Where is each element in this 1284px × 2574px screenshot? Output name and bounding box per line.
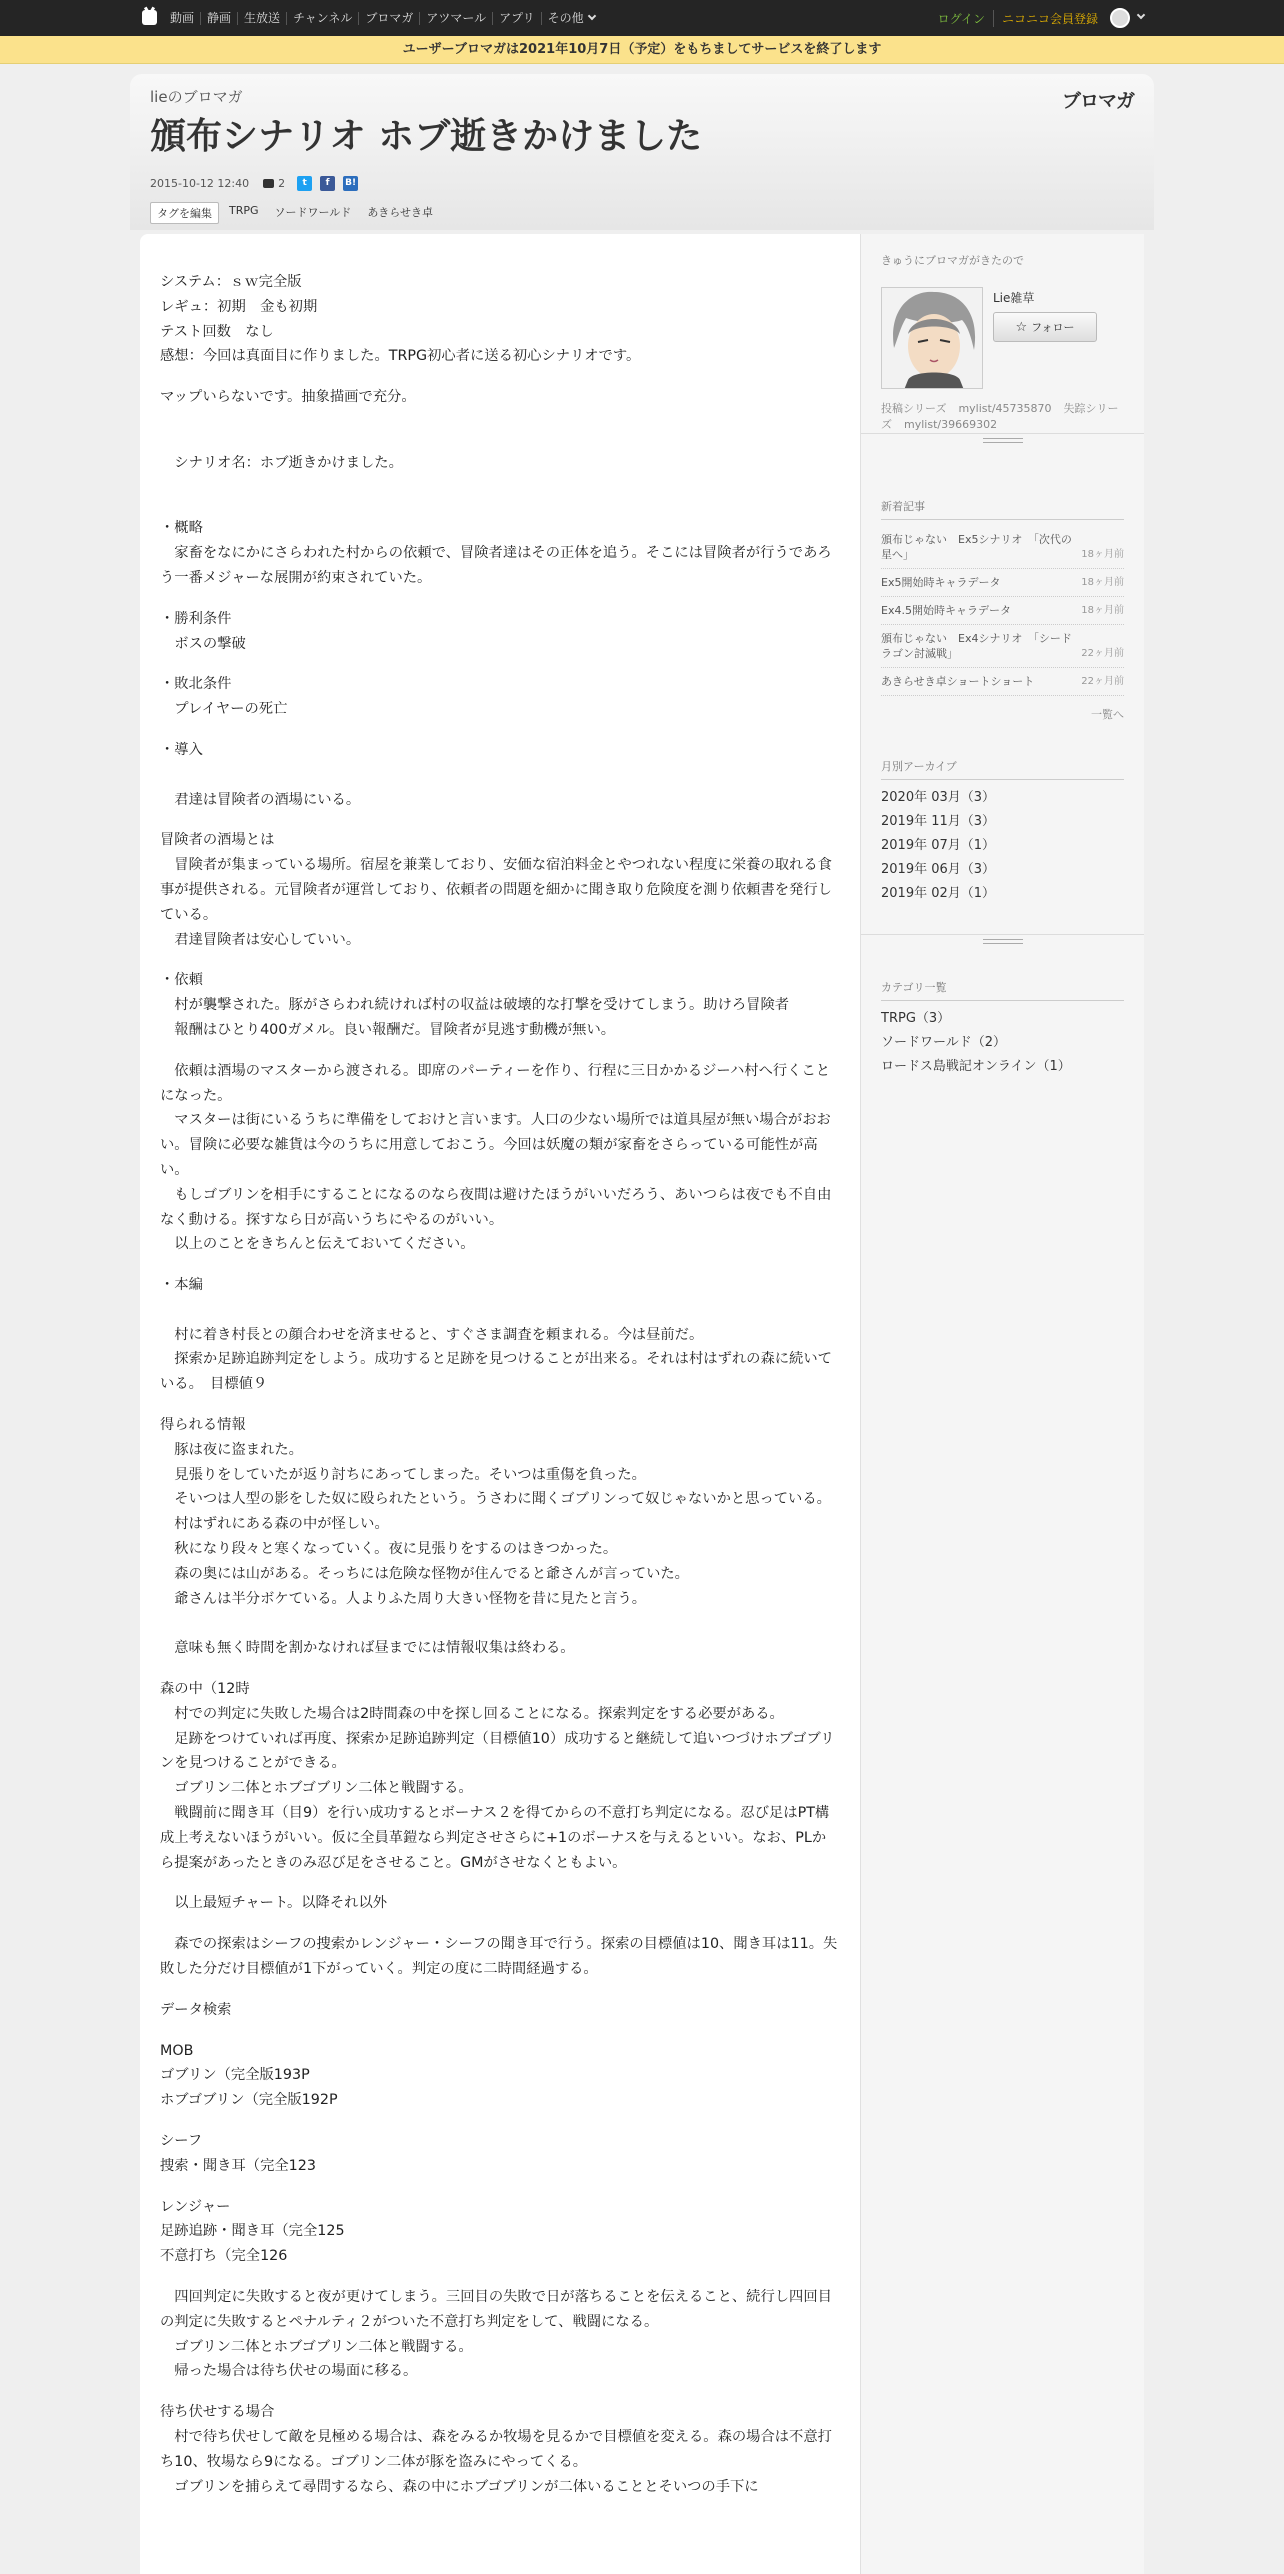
recent-post-item[interactable] xyxy=(881,526,1124,569)
profile-info xyxy=(993,287,1097,389)
recent-post-item[interactable] xyxy=(881,625,1124,668)
article-paragraph: シーフ 捜索・聞き耳（完全123 xyxy=(160,2133,316,2174)
twitter-share-icon[interactable]: t xyxy=(297,176,312,191)
niconico-logo-icon[interactable] xyxy=(142,10,157,25)
archive-item[interactable]: 2019年 06月（3） xyxy=(881,862,996,877)
recent-heading: 新着記事 xyxy=(881,498,1124,520)
comment-icon xyxy=(263,179,274,188)
archive-item[interactable]: 2019年 02月（1） xyxy=(881,886,996,901)
recent-post-time: 22ヶ月前 xyxy=(1081,676,1124,687)
post-date: 2015-10-12 12:40 xyxy=(150,177,250,190)
category-list xyxy=(881,1007,1124,1079)
recent-post-time: 22ヶ月前 xyxy=(1081,648,1124,659)
nav-more-label: その他 xyxy=(547,10,584,25)
category-heading: カテゴリ一覧 xyxy=(881,979,1124,1001)
profile-links xyxy=(881,401,1124,433)
recent-post-title: あきらせき卓ショートショート xyxy=(881,675,1035,688)
profile-card xyxy=(881,287,1124,389)
profile-avatar[interactable] xyxy=(881,287,983,389)
profile-link-label: 失踪シリーズ xyxy=(881,402,1119,431)
category-item[interactable]: ロードス島戦記オンライン（1） xyxy=(881,1059,1071,1074)
recent-post-title: 頒布じゃない Ex5シナリオ 「次代の星へ」 xyxy=(881,533,1072,561)
archive-item[interactable]: 2020年 03月（3） xyxy=(881,790,996,805)
recent-post-title: Ex4.5開始時キャラデータ xyxy=(881,604,1011,617)
category-section xyxy=(861,949,1144,1097)
blog-name[interactable]: lieのブロマガ xyxy=(150,88,243,106)
article-body xyxy=(160,270,840,2515)
nav-more[interactable] xyxy=(541,12,601,25)
edit-tags-button[interactable]: タグを編集 xyxy=(150,202,219,224)
recent-posts-section xyxy=(861,448,1144,935)
article-meta xyxy=(150,176,366,191)
article-paragraph: レンジャー 足跡追跡・聞き耳（完全125 不意打ち（完全126 xyxy=(160,2198,345,2265)
nav-blomaga[interactable]: ブロマガ xyxy=(358,12,419,25)
article-paragraph: 依頼は酒場のマスターから渡される。即席のパーティーを作り、行程に三日かかるジーハ村へ行くことになった。 マスターは街にいるうちに準備をしておけと言います。人口の少ない場所では道具屋が無い場合がおおい。冒険に必要な雑貨は今のうちに用意しておこう。今回は妖魔の類が家畜をさらっている可能性が高い。 もしゴブリンを相手にすることになるのなら夜間は避けたほうがいいだろう、あいつらは夜でも不自由なく動ける。探すなら日が高いうちにやるのがいい。 以上のことをきちんと伝えておいてください。 xyxy=(160,1062,832,1253)
register-link[interactable]: ニコニコ会員登録 xyxy=(1001,11,1098,26)
article-paragraph: 以上最短チャート。以降それ以外 xyxy=(160,1895,388,1912)
article-paragraph: ・依頼 村が襲撃された。豚がさらわれ続ければ村の収益は破壊的な打撃を受けてしまう。助けろ冒険者 報酬はひとり400ガメル。良い報酬だ。冒険者が見逃す動機が無い。 xyxy=(160,972,790,1038)
nav-seiga[interactable]: 静画 xyxy=(200,12,237,25)
nav-atsumaru[interactable]: アツマール xyxy=(419,12,492,25)
recent-post-title: Ex5開始時キャラデータ xyxy=(881,576,1001,589)
tag-list xyxy=(150,202,439,224)
archive-item[interactable]: 2019年 11月（3） xyxy=(881,814,996,829)
sidebar xyxy=(860,234,1144,2574)
article-paragraph: データ検索 xyxy=(160,2001,232,2018)
service-end-notice: ユーザーブロマガは2021年10月7日（予定）をもちましてサービスを終了します xyxy=(0,36,1284,64)
recent-post-time: 18ヶ月前 xyxy=(1081,549,1124,560)
sidebar-grip xyxy=(861,434,1144,448)
archive-list xyxy=(881,786,1124,906)
comment-count[interactable]: 2 xyxy=(278,177,286,190)
star-icon: ☆ xyxy=(1015,319,1028,335)
article-paragraph: シナリオ名：ホブ逝きかけました。 xyxy=(174,454,403,471)
article-paragraph: MOB ゴブリン（完全版193P ホブゴブリン（完全版192P xyxy=(160,2042,338,2109)
recent-post-time: 18ヶ月前 xyxy=(1081,605,1124,616)
page-title: 頒布シナリオ ホブ逝きかけました xyxy=(150,116,703,157)
welcome-text: きゅうにブロマガがきたので xyxy=(881,254,1024,267)
category-item[interactable]: TRPG（3） xyxy=(881,1011,951,1026)
top-nav-bar xyxy=(0,0,1284,36)
recent-post-item[interactable] xyxy=(881,668,1124,696)
recent-post-time: 18ヶ月前 xyxy=(1081,577,1124,588)
follow-button[interactable] xyxy=(993,312,1097,342)
user-avatar-icon[interactable] xyxy=(1110,8,1130,28)
follow-label: フォロー xyxy=(1031,321,1075,334)
login-link[interactable]: ログイン xyxy=(938,10,994,27)
article-paragraph: 冒険者の酒場とは 冒険者が集まっている場所。宿屋を兼業しており、安価な宿泊料金とやつれない程度に栄養の取れる食事が提供される。元冒険者が運営しており、依頼者の問題を細かに聞き取り危険度を測り依頼書を発行している。 君達冒険者は安心していい。 xyxy=(160,832,832,948)
nav-channel[interactable]: チャンネル xyxy=(286,12,358,25)
recent-list xyxy=(881,526,1124,696)
tag-item[interactable]: あきらせき卓 xyxy=(367,206,433,219)
chevron-down-icon xyxy=(587,11,595,19)
profile-link[interactable]: mylist/45735870 xyxy=(958,402,1052,415)
profile-name[interactable]: Lie雑草 xyxy=(993,291,1035,305)
article-paragraph: ・本編 村に着き村長との顔合わせを済ませると、すぐさま調査を頼まれる。今は昼前だ。 探索か足跡追跡判定をしよう。成功すると足跡を見つけることが出来る。それは村はずれの森に続いている。 目標値９ xyxy=(160,1277,832,1393)
archive-item[interactable]: 2019年 07月（1） xyxy=(881,838,996,853)
profile-section xyxy=(861,234,1144,434)
profile-link-label: 投稿シリーズ xyxy=(881,402,947,415)
article-paragraph: ・勝利条件 ボスの撃破 xyxy=(160,610,246,652)
tag-item[interactable]: TRPG xyxy=(229,204,259,217)
article-paragraph: マップいらないです。抽象描画で充分。 xyxy=(160,389,416,406)
recent-post-item[interactable] xyxy=(881,597,1124,625)
article-paragraph: ・概略 家畜をなにかにさらわれた村からの依頼で、冒険者達はその正体を追う。そこには冒険者が行うであろう一番メジャーな展開が約束されていた。 xyxy=(160,520,832,586)
recent-post-item[interactable] xyxy=(881,569,1124,597)
profile-link[interactable]: mylist/39669302 xyxy=(904,418,998,431)
chevron-down-icon[interactable] xyxy=(1137,11,1145,19)
profile-avatar-illustration xyxy=(882,288,983,389)
nav-live[interactable]: 生放送 xyxy=(237,12,286,25)
facebook-share-icon[interactable]: f xyxy=(320,176,335,191)
hatena-bookmark-icon[interactable]: B! xyxy=(343,176,358,191)
blomaga-logo[interactable]: ブロマガ xyxy=(1061,90,1134,112)
page-wrapper xyxy=(130,74,1154,2495)
article-paragraph: ・敗北条件 プレイヤーの死亡 xyxy=(160,676,288,718)
nav-douga[interactable]: 動画 xyxy=(170,10,195,25)
article-paragraph: システム：ｓｗ完全版 レギュ：初期 金も初期 テスト回数 なし 感想：今回は真面目に作りました。TRPG初心者に送る初心シナリオです。 xyxy=(160,274,641,365)
article-paragraph: 森での探索はシーフの捜索かレンジャー・シーフの聞き耳で行う。探索の目標値は10、聞き耳は11。失敗した分だけ目標値が1下がっていく。判定の度に二時間経過する。 xyxy=(160,1936,838,1978)
content-area xyxy=(140,234,1144,2574)
archive-heading: 月別アーカイブ xyxy=(881,758,1124,780)
article-paragraph: 四回判定に失敗すると夜が更けてしまう。三回目の失敗で日が落ちることを伝えること、続行し四回目の判定に失敗するとペナルティ２がついた不意打ち判定をして、戦闘になる。 ゴブリン二体とホブゴブリン二体と戦闘する。 帰った場合は待ち伏せの場面に移る。 xyxy=(160,2288,832,2380)
article-paragraph: 待ち伏せする場合 村で待ち伏せして敵を見極める場合は、森をみるか牧場を見るかで目標値を変える。森の場合は不意打ち10、牧場なら9になる。ゴブリン二体が豚を盗みにやってくる。 ゴブリンを捕らえて尋問するなら、森の中にホブゴブリンが二体いることとそいつの手下に xyxy=(160,2404,832,2495)
recent-post-title: 頒布じゃない Ex4シナリオ 「シードラゴン討滅戦」 xyxy=(881,632,1072,660)
tag-item[interactable]: ソードワールド xyxy=(274,206,352,219)
article-paragraph: ・導入 君達は冒険者の酒場にいる。 xyxy=(160,741,361,808)
more-link[interactable]: 一覧へ xyxy=(1091,708,1124,721)
top-nav xyxy=(170,0,601,36)
account-area xyxy=(938,0,1144,36)
article-header xyxy=(130,74,1154,230)
article-paragraph: 得られる情報 豚は夜に盗まれた。 見張りをしていたが返り討ちにあってしまった。そいつは重傷を負った。 そいつは人型の影をした奴に殴られたという。うさわに聞くゴブリンって奴じゃないかと思っている。 村はずれにある森の中が怪しい。 秋になり段々と寒くなっていく。夜に見張りをするのはきつかった。 森の奥には山がある。そっちには危険な怪物が住んでると爺さんが言っていた。 爺さんは半分ボケている。人よりふた周り大きい怪物を昔に見たと言う。 意味も無く時間を割かなければ昼までには情報収集は終わる。 xyxy=(160,1417,831,1657)
article-paragraph: 森の中（12時 村での判定に失敗した場合は2時間森の中を探し回ることになる。探索判定をする必要がある。 足跡をつけていれば再度、探索か足跡追跡判定（目標値10）成功すると継続して追いつづけホブゴブリンを見つけることができる。 ゴブリン二体とホブゴブリン二体と戦闘する。 戦闘前に聞き耳（目9）を行い成功するとボーナス２を得てからの不意打ち判定になる。忍び足はPT構成上考えないほうがいい。仮に全員革鎧なら判定させさらに+1のボーナスを与えるといい。なお、PLから提案があったときのみ忍び足をさせること。GMがさせなくともよい。 xyxy=(160,1681,835,1871)
category-item[interactable]: ソードワールド（2） xyxy=(881,1035,1007,1050)
nav-app[interactable]: アプリ xyxy=(492,12,541,25)
sidebar-grip xyxy=(861,935,1144,949)
